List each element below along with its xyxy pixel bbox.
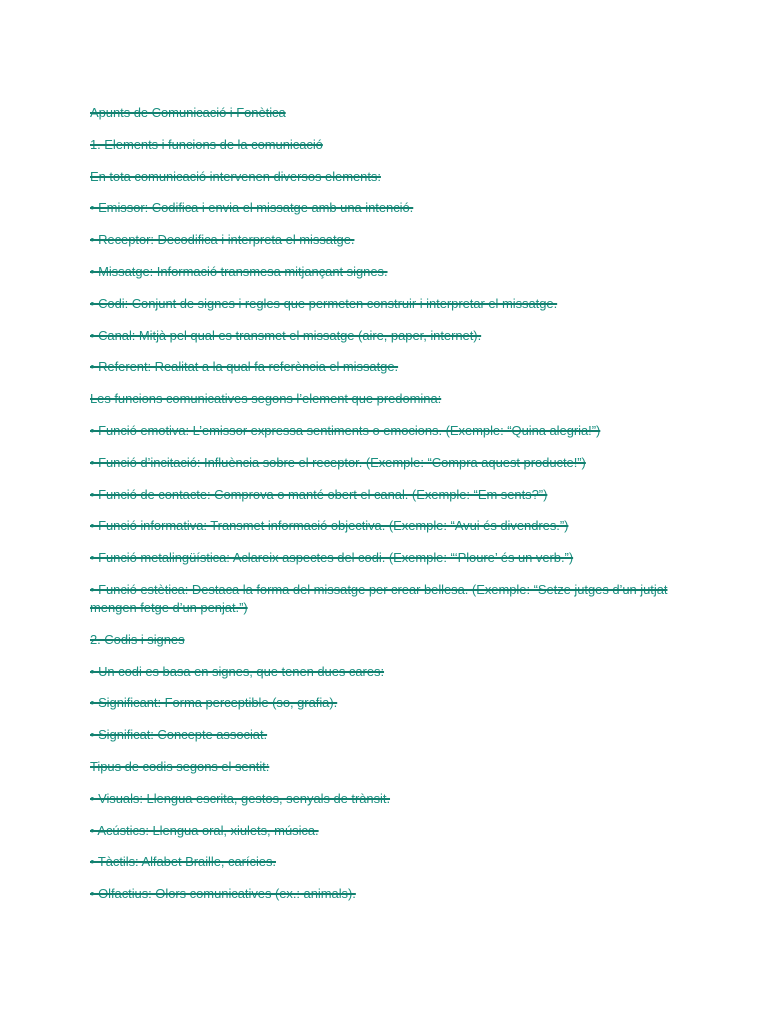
list-item: • Significant: Forma perceptible (so, grafia). [90,695,338,711]
list-item: • Funció informativa: Transmet informació objectiva. (Exemple: “Avui és divendres.”) [90,518,569,534]
list-item: • Funció emotiva: L’emissor expressa sentiments o emocions. (Exemple: “Quina alegria!”) [90,422,601,438]
list-item: • Funció metalingüística: Aclareix aspectes del codi. (Exemple: “‘Ploure’ és un verb.”) [90,550,574,566]
paragraph-intro: En tota comunicació intervenen diversos elements: [90,168,381,184]
list-item: • Canal: Mitjà pel qual es transmet el missatge (aire, paper, internet). [90,327,482,343]
list-item: • Codi: Conjunt de signes i regles que permeten construir i interpretar el missatge. [90,295,558,311]
list-item: • Emissor: Codifica i envia el missatge amb una intenció. [90,200,414,216]
list-item: • Missatge: Informació transmesa mitjançant signes. [90,263,388,279]
list-item: • Referent: Realitat a la qual fa referència el missatge. [90,359,399,375]
list-item: • Funció de contacte: Comprova o manté obert el canal. (Exemple: “Em sents?”) [90,486,548,502]
paragraph-code-types: Tipus de codis segons el sentit: [90,758,270,774]
list-item: • Acústics: Llengua oral, xiulets, música. [90,822,319,838]
list-item: • Funció d’incitació: Influència sobre el receptor. (Exemple: “Compra aquest producte!”) [90,454,586,470]
list-item: • Significat: Concepte associat. [90,727,268,743]
section-heading-2: 2. Codis i signes [90,631,185,647]
list-item: • Visuals: Llengua escrita, gestos, senyals de trànsit. [90,790,391,806]
list-item: • Olfactius: Olors comunicatives (ex.: animals). [90,886,356,902]
section-heading-1: 1. Elements i funcions de la comunicació [90,136,323,152]
document-title: Apunts de Comunicació i Fonètica [90,105,286,120]
list-item: • Tàctils: Alfabet Braille, carícies. [90,854,276,870]
list-item: • Funció estètica: Destaca la forma del missatge per crear bellesa. (Exemple: “Setze jutges d’un jutjat mengen fetge d’un penjat.”) [90,581,668,615]
document-body [90,104,690,917]
list-item: • Un codi es basa en signes, que tenen dues cares: [90,663,385,679]
paragraph-functions-intro: Les funcions comunicatives segons l’element que predomina: [90,391,442,407]
list-item: • Receptor: Decodifica i interpreta el missatge. [90,232,355,248]
